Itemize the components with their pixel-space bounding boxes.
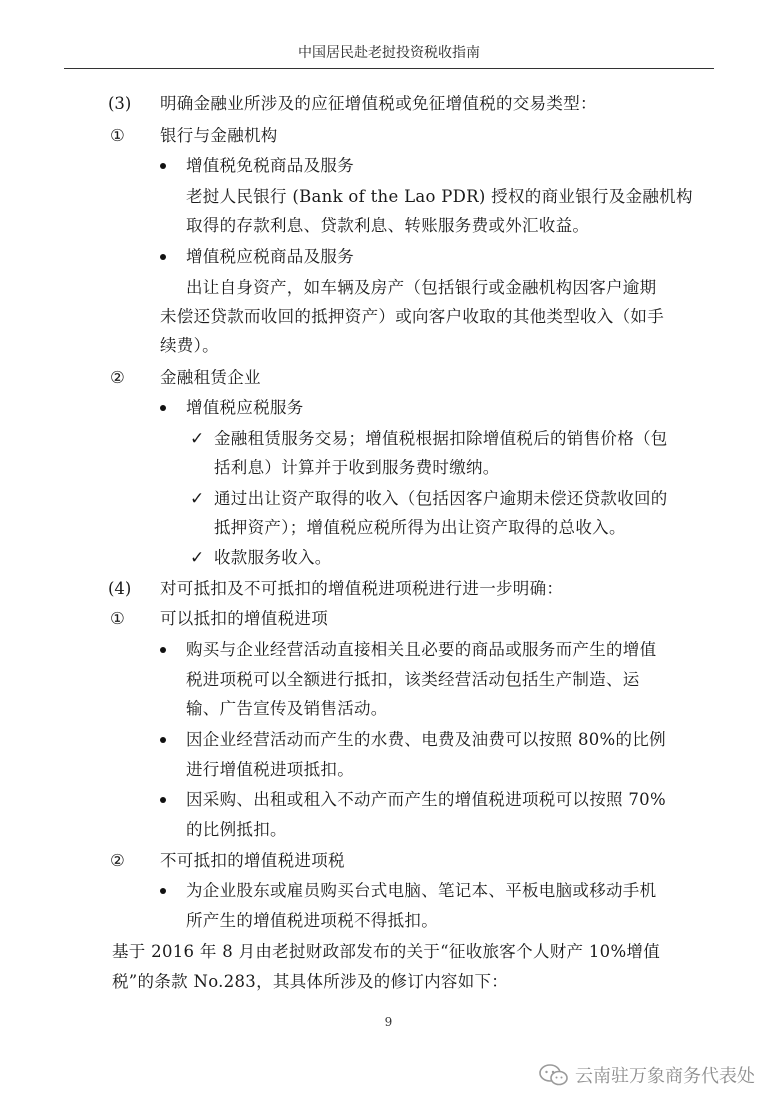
- paragraph-line: 为企业股东或雇员购买台式电脑、笔记本、平板电脑或移动手机: [186, 881, 657, 900]
- paragraph-line: 税”的条款 No.283，其具体所涉及的修订内容如下：: [112, 972, 509, 991]
- check-item-line: 括利息）计算并于收到服务费时缴纳。: [214, 458, 500, 477]
- section-heading: 明确金融业所涉及的应征增值税或免征增值税的交易类型：: [160, 94, 597, 113]
- subsection-heading: 可以抵扣的增值税进项: [160, 609, 328, 628]
- check-item-line: 收款服务收入。: [214, 548, 332, 567]
- bullet-title: 增值税免税商品及服务: [186, 156, 354, 175]
- checkmark-icon: ✓: [190, 548, 205, 568]
- bullet-title: 增值税应税商品及服务: [186, 247, 354, 266]
- section-number: (3): [108, 94, 132, 113]
- paragraph-line: 续费）。: [160, 336, 219, 355]
- bullet-title: 增值税应税服务: [186, 398, 304, 417]
- watermark: [539, 1062, 755, 1088]
- check-item-line: 金融租赁服务交易；增值税根据扣除增值税后的销售价格（包: [214, 429, 668, 448]
- circled-number: ②: [110, 368, 125, 387]
- paragraph-line: 输、广告宣传及销售活动。: [186, 699, 388, 718]
- paragraph-line: 老挝人民银行 (Bank of the Lao PDR) 授权的商业银行及金融机构: [186, 187, 693, 206]
- paragraph-line: 税进项税可以全额进行抵扣，该类经营活动包括生产制造、运: [186, 670, 640, 689]
- subsection-heading: 不可抵扣的增值税进项税: [160, 851, 345, 870]
- paragraph-line: 所产生的增值税进项税不得抵扣。: [186, 911, 438, 930]
- paragraph-line: 购买与企业经营活动直接相关且必要的商品或服务而产生的增值: [186, 640, 657, 659]
- subsection-heading: 金融租赁企业: [160, 368, 261, 387]
- paragraph-line: 基于 2016 年 8 月由老挝财政部发布的关于“征收旅客个人财产 10%增值: [112, 942, 661, 961]
- circled-number: ①: [110, 126, 125, 145]
- bullet-icon: [160, 737, 166, 743]
- bullet-icon: [160, 254, 166, 260]
- paragraph-line: 取得的存款利息、贷款利息、转账服务费或外汇收益。: [186, 216, 590, 235]
- wechat-icon: [539, 1064, 569, 1086]
- paragraph-line: 因采购、出租或租入不动产而产生的增值税进项税可以按照 70%: [186, 790, 666, 809]
- paragraph-line: 出让自身资产，如车辆及房产（包括银行或金融机构因客户逾期: [186, 278, 657, 297]
- section-number: (4): [108, 579, 132, 598]
- paragraph-line: 因企业经营活动而产生的水费、电费及油费可以按照 80%的比例: [186, 730, 666, 749]
- check-item-line: 通过出让资产取得的收入（包括因客户逾期未偿还贷款收回的: [214, 489, 668, 508]
- circled-number: ②: [110, 851, 125, 870]
- bullet-icon: [160, 888, 166, 894]
- circled-number: ①: [110, 609, 125, 628]
- bullet-icon: [160, 163, 166, 169]
- section-heading: 对可抵扣及不可抵扣的增值税进项税进行进一步明确：: [160, 579, 564, 598]
- checkmark-icon: ✓: [190, 489, 205, 509]
- paragraph-line: 未偿还贷款而收回的抵押资产）或向客户收取的其他类型收入（如手: [160, 307, 664, 326]
- running-header: 中国居民赴老挝投资税收指南: [64, 40, 714, 69]
- watermark-text: 云南驻万象商务代表处: [575, 1066, 755, 1087]
- bullet-icon: [160, 405, 166, 411]
- bullet-icon: [160, 797, 166, 803]
- bullet-icon: [160, 647, 166, 653]
- check-item-line: 抵押资产）；增值税应税所得为出让资产取得的总收入。: [214, 518, 626, 537]
- checkmark-icon: ✓: [190, 429, 205, 449]
- page-number: 9: [384, 1015, 393, 1029]
- paragraph-line: 的比例抵扣。: [186, 820, 287, 839]
- paragraph-line: 进行增值税进项抵扣。: [186, 760, 354, 779]
- subsection-heading: 银行与金融机构: [160, 126, 278, 145]
